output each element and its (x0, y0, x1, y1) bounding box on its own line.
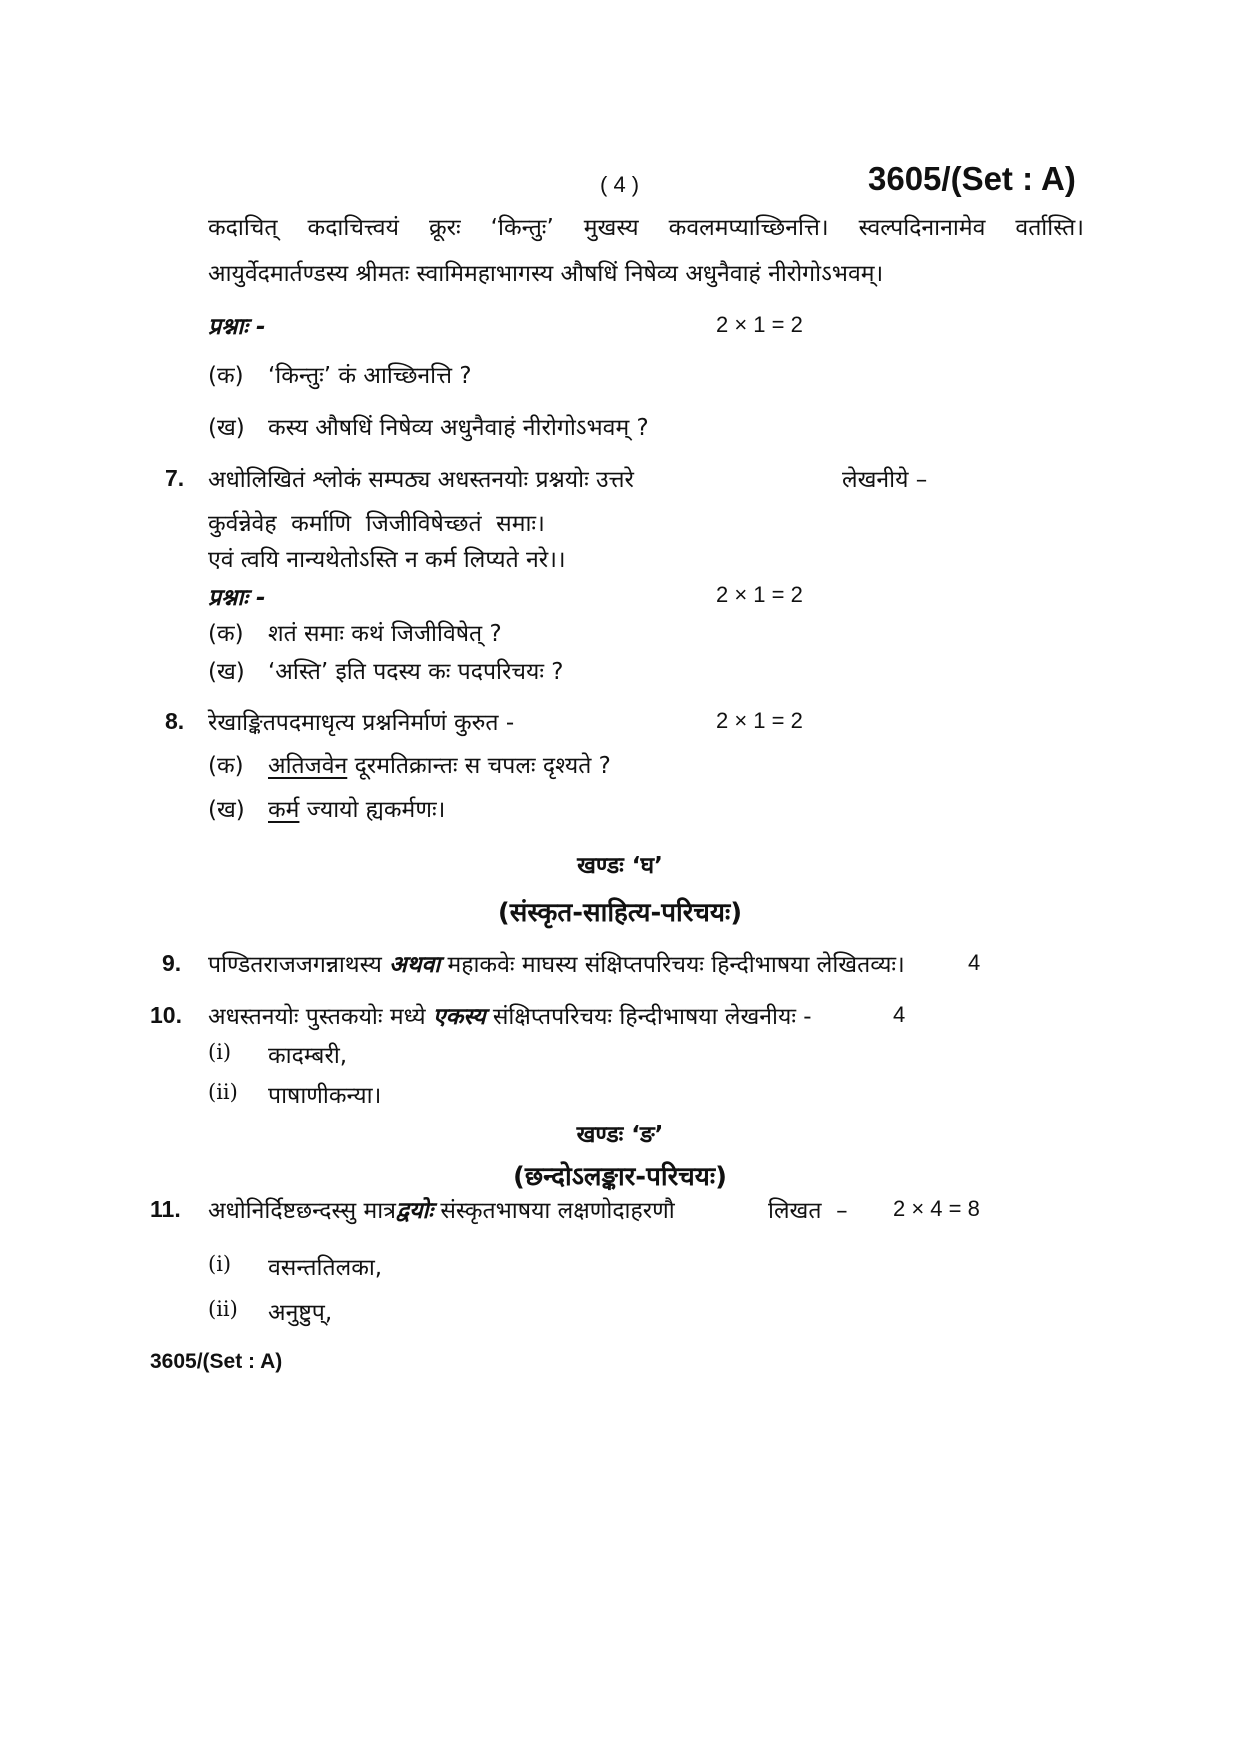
q9-text: पण्डितराजजगन्नाथस्य अथवा महाकवेः माघस्य संक्षिप्तपरिचयः हिन्दीभाषया लेखितव्यः। (208, 952, 905, 978)
q7-verse-line-2: एवं त्वयि नान्यथेतोऽस्ति न कर्म लिप्यते नरे।। (208, 547, 566, 573)
q10-marks: 4 (893, 1002, 906, 1027)
section-gha-title: खण्डः ‘घ’ (577, 853, 663, 879)
q10-item-text: पाषाणीकन्या। (268, 1083, 382, 1109)
q10-item-marker: (i) (208, 1040, 232, 1064)
q6-prashna-label: प्रश्नाः - (208, 314, 266, 340)
q7-number: 7. (165, 465, 185, 491)
q6-item-marker: (क) (208, 363, 244, 389)
q11-item-text: अनुष्टुप्, (268, 1300, 333, 1326)
q7-item-text: ‘अस्ति’ इति पदस्य कः पदपरिचयः ? (268, 659, 564, 685)
q8-instruction: रेखाङ्कितपदमाधृत्य प्रश्ननिर्माणं कुरुत - (208, 710, 515, 736)
q7-instruction: अधोलिखितं श्लोकं सम्पठ्य अधस्तनयोः प्रश्नयोः उत्तरे (208, 467, 634, 493)
q11-instruction-end: लिखत – (768, 1198, 848, 1224)
section-nga-title: खण्डः ‘ङ’ (576, 1122, 664, 1148)
q9-emphasis: अथवा (389, 952, 441, 978)
q10-item-marker: (ii) (208, 1080, 238, 1104)
q6-marks: 2 × 1 = 2 (716, 312, 803, 337)
underlined-word: कर्म (268, 797, 300, 823)
paper-code-footer: 3605/(Set : A) (150, 1350, 283, 1373)
q10-text: अधस्तनयोः पुस्तकयोः मध्ये एकस्य संक्षिप्तपरिचयः हिन्दीभाषया लेखनीयः - (208, 1004, 812, 1030)
q6-item-text: कस्य औषधिं निषेव्य अधुनैवाहं नीरोगोऽभवम् ? (268, 415, 649, 441)
q7-verse-line-1: कुर्वन्नेवेह कर्माणि जिजीविषेच्छतं समाः। (208, 511, 545, 537)
q7-item-text: शतं समाः कथं जिजीविषेत् ? (268, 621, 502, 647)
paper-code-header: 3605/(Set : A) (868, 160, 1076, 197)
q6-item-text: ‘किन्तुः’ कं आच्छिनत्ति ? (268, 363, 472, 389)
q11-emphasis: द्वयोः (395, 1198, 434, 1224)
q7-item-marker: (क) (208, 621, 244, 647)
q8-marks: 2 × 1 = 2 (716, 708, 803, 733)
section-nga-subtitle: (छन्दोऽलङ्कार-परिचयः) (513, 1162, 727, 1192)
q11-item-marker: (ii) (208, 1297, 238, 1321)
q7-prashna-label: प्रश्नाः - (208, 585, 266, 611)
q7-marks: 2 × 1 = 2 (716, 582, 803, 607)
passage-line-2: आयुर्वेदमार्तण्डस्य श्रीमतः स्वामिमहाभागस्य औषधिं निषेव्य अधुनैवाहं नीरोगोऽभवम्। (208, 261, 884, 287)
q11-number: 11. (150, 1196, 181, 1222)
q9-number: 9. (162, 950, 182, 976)
q11-item-marker: (i) (208, 1252, 232, 1276)
q8-number: 8. (165, 708, 185, 734)
q10-emphasis: एकस्य (432, 1004, 486, 1030)
q10-number: 10. (150, 1002, 182, 1028)
q7-item-marker: (ख) (208, 659, 245, 685)
section-gha-subtitle: (संस्कृत-साहित्य-परिचयः) (497, 898, 743, 928)
q9-marks: 4 (968, 950, 981, 975)
page-number: ( 4 ) (600, 172, 640, 197)
underlined-word: अतिजवेन (268, 753, 348, 779)
q11-marks: 2 × 4 = 8 (893, 1196, 980, 1221)
q8-item-text: अतिजवेन दूरमतिक्रान्तः स चपलः दृश्यते ? (268, 753, 611, 779)
q6-item-marker: (ख) (208, 415, 245, 441)
q8-item-text: कर्म ज्यायो ह्यकर्मणः। (268, 797, 446, 823)
q11-item-text: वसन्ततिलका, (268, 1255, 383, 1281)
q8-item-marker: (ख) (208, 797, 245, 823)
passage-line-1: कदाचित् कदाचित्त्वयं क्रूरः ‘किन्तुः’ मुखस्य कवलमप्याच्छिनत्ति। स्वल्पदिनानामेव वर्तास्ति। (208, 215, 1084, 241)
q8-item-marker: (क) (208, 753, 244, 779)
q11-text: अधोनिर्दिष्टछन्दस्सु मात्रद्वयोः संस्कृतभाषया लक्षणोदाहरणौ (208, 1198, 675, 1224)
q7-instruction-end: लेखनीये – (842, 467, 928, 493)
q10-item-text: कादम्बरी, (268, 1043, 348, 1069)
